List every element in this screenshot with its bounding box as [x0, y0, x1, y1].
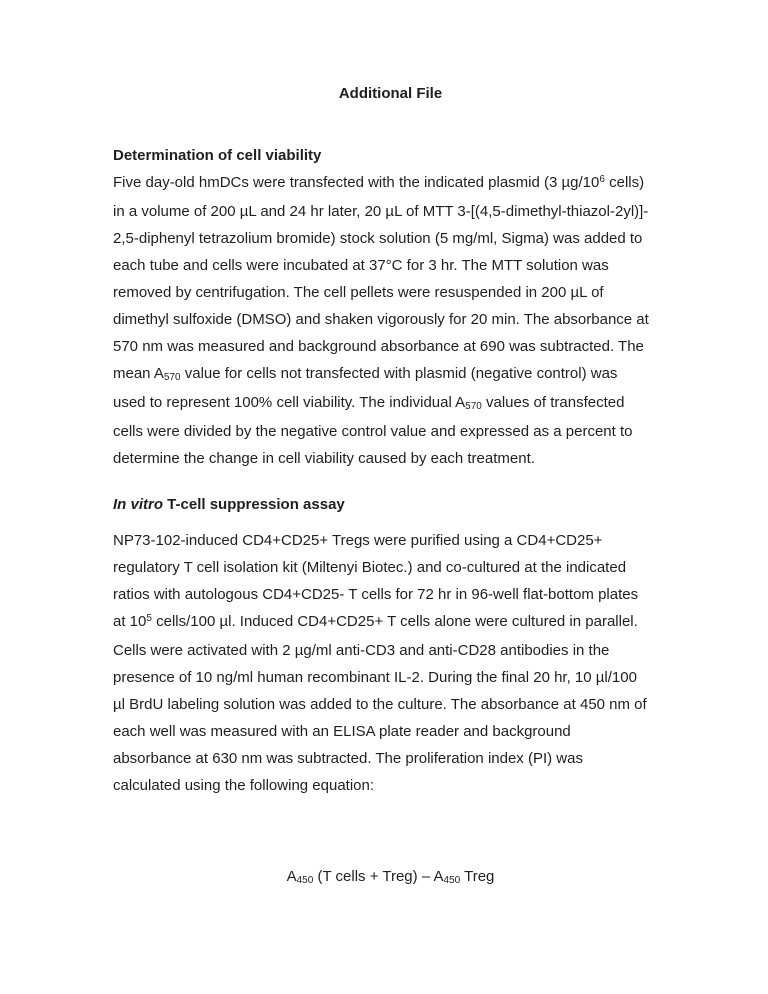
text-line: regulatory T cell isolation kit (Miltenyi Biotec.) and co-cultured at the indicated	[113, 559, 627, 576]
text-line: Cells were activated with 2 µg/ml anti-CD3 and anti-CD28 antibodies in the	[113, 642, 610, 659]
text-line: µl BrdU labeling solution was added to the culture. The absorbance at 450 nm of	[113, 696, 647, 713]
text-segment: In vitro	[113, 496, 164, 513]
superscript-text: 6	[599, 174, 605, 185]
text-line: dimethyl sulfoxide (DMSO) and shaken vigorously for 20 min. The absorbance at	[113, 311, 649, 328]
text-line	[113, 169, 668, 198]
section-heading	[113, 491, 668, 518]
text-line: absorbance at 630 nm was subtracted. The proliferation index (PI) was	[113, 750, 583, 767]
text-segment: mean A	[113, 365, 164, 382]
text-segment: cells)	[604, 174, 645, 191]
section-heading	[113, 142, 668, 169]
text-line: 570 nm was measured and background absorbance at 690 was subtracted. The	[113, 338, 644, 355]
page-title: Additional File	[338, 85, 443, 102]
text-line: ratios with autologous CD4+CD25- T cells for 72 hr in 96-well flat-bottom plates	[113, 586, 639, 603]
text-segment: value for cells not transfected with plasmid (negative control) was	[180, 365, 618, 382]
text-line: cells were divided by the negative control value and expressed as a percent to	[113, 423, 633, 440]
subscript-text: 570	[465, 401, 482, 412]
text-segment: T-cell suppression assay	[163, 496, 345, 513]
text-line: presence of 10 ng/ml human recombinant IL-2. During the final 20 hr, 10 µl/100	[113, 669, 637, 686]
text-line	[113, 608, 668, 637]
text-segment: cells/100 µl. Induced CD4+CD25+ T cells alone were cultured in parallel.	[151, 613, 638, 630]
text-segment: Five day-old hmDCs were transfected with the indicated plasmid (3 µg/10	[113, 174, 600, 191]
proliferation-index-equation	[113, 863, 668, 892]
subscript-text: 570	[163, 372, 181, 383]
section-cell-viability	[113, 142, 668, 472]
text-segment: Determination of cell viability	[113, 147, 322, 164]
section-t-cell-suppression	[113, 491, 668, 799]
text-segment: A	[286, 868, 297, 885]
text-line	[113, 360, 668, 389]
text-line	[113, 389, 668, 418]
subscript-text: 450	[296, 875, 314, 886]
text-line: determine the change in cell viability caused by each treatment.	[113, 450, 535, 467]
text-line: each well was measured with an ELISA plate reader and background	[113, 723, 571, 740]
subscript-text: 450	[443, 875, 461, 886]
text-line: in a volume of 200 µL and 24 hr later, 20 µL of MTT 3-[(4,5-dimethyl-thiazol-2yl)]-	[113, 203, 649, 220]
text-line: calculated using the following equation:	[113, 777, 375, 794]
text-line: each tube and cells were incubated at 37°C for 3 hr. The MTT solution was	[113, 257, 609, 274]
text-line: 2,5-diphenyl tetrazolium bromide) stock solution (5 mg/ml, Sigma) was added to	[113, 230, 643, 247]
text-segment: at 10	[113, 613, 147, 630]
text-line: NP73-102-induced CD4+CD25+ Tregs were purified using a CD4+CD25+	[113, 532, 603, 549]
text-segment: Treg	[460, 868, 495, 885]
text-segment: used to represent 100% cell viability. The individual A	[113, 394, 466, 411]
section-paragraph	[113, 169, 668, 472]
text-segment: (T cells + Treg) – A	[313, 868, 444, 885]
superscript-text: 5	[146, 613, 152, 624]
section-paragraph	[113, 527, 668, 799]
text-segment: values of transfected	[481, 394, 625, 411]
text-line: removed by centrifugation. The cell pellets were resuspended in 200 µL of	[113, 284, 604, 301]
